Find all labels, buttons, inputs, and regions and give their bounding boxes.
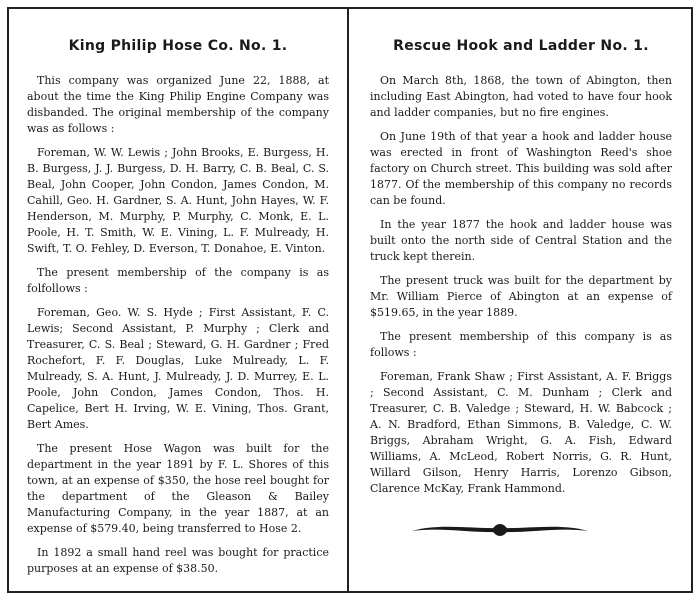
- paragraph: The present Hose Wagon was built for the department in the year 1891 by F. L. Shores of this town, at an expense of $350, the hose reel bought for the department of the Gleason & Bailey Manufacturing Company, in the year 1887, at an expense of $579.40, being transferred to Hose 2.: [27, 442, 329, 535]
- paragraph: The present truck was built for the department by Mr. William Pierce of Abington at an expense of $519.65, in the year 1889.: [370, 274, 672, 319]
- paragraph: Foreman, W. W. Lewis ; John Brooks, E. Burgess, H. B. Burgess, J. J. Burgess, D. H. Barry, C. B. Beal, C. S. Beal, John Cooper, John Condon, James Condon, M. Cahill, Geo. H. Gardner, S. A. Hunt, John Hayes, W. F. Henderson, M. Murphy, P. Murphy, C. Monk, E. L. Poole, H. T. Smith, W. E. Vining, L. F. Mulready, H. Swift, T. O. Fehley, D. Everson, T. Donahoe, E. Vinton.: [27, 146, 329, 255]
- paragraph: On June 19th of that year a hook and ladder house was erected in front of Washington Reed's shoe factory on Church street. This building was sold after 1877. Of the membership of this company no records can be found.: [370, 130, 672, 207]
- left-column: [27, 28, 329, 585]
- paragraph: The present membership of the company is as folfollows :: [27, 266, 329, 295]
- paragraph: In the year 1877 the hook and ladder house was built onto the north side of Central Station and the truck kept therein.: [370, 218, 672, 263]
- paragraph: This company was organized June 22, 1888, at about the time the King Philip Engine Company was disbanded. The original membership of the company was as follows :: [27, 74, 329, 135]
- paragraph: Foreman, Frank Shaw ; First Assistant, A. F. Briggs ; Second Assistant, C. M. Dunham ; Clerk and Treasurer, C. B. Valedge ; Steward, H. W. Babcock ; A. N. Bradford, Ethan Simmons, B. Valedge, C. W. Briggs, Abraham Wright, G. A. Fish, Edward Williams, A. McLeod, Robert Norris, G. R. Hunt, Willard Gilson, Henry Harris, Lorenzo Gibson, Clarence McKay, Frank Hammond.: [370, 370, 672, 495]
- paragraph: The present membership of this company is as follows :: [370, 330, 672, 359]
- section-title-king-philip-hose: King Philip Hose Co. No. 1.: [68, 38, 288, 54]
- column-divider: [347, 7, 349, 593]
- paragraph: Foreman, Geo. W. S. Hyde ; First Assistant, F. C. Lewis; Second Assistant, P. Murphy ; Clerk and Treasurer, C. S. Beal ; Steward, G. H. Gardner ; Fred Rochefort, F. F. Douglas, Luke Mulready, L. F. Mulready, S. A. Hunt, J. Mulready, J. D. Murrey, E. L. Poole, John Condon, James Condon, Thos. H. Capelice, Bert H. Irving, W. E. Vining, Thos. Grant, Bert Ames.: [27, 306, 329, 431]
- right-column: [370, 28, 672, 541]
- paragraph: In 1892 a small hand reel was bought for practice purposes at an expense of $38.50.: [27, 546, 329, 575]
- section-title-rescue-hook-ladder: Rescue Hook and Ladder No. 1.: [393, 38, 649, 54]
- flourish-ornament-icon: [410, 519, 590, 541]
- paragraph: On March 8th, 1868, the town of Abington, then including East Abington, had voted to have four hook and ladder companies, but no fire engines.: [370, 74, 672, 119]
